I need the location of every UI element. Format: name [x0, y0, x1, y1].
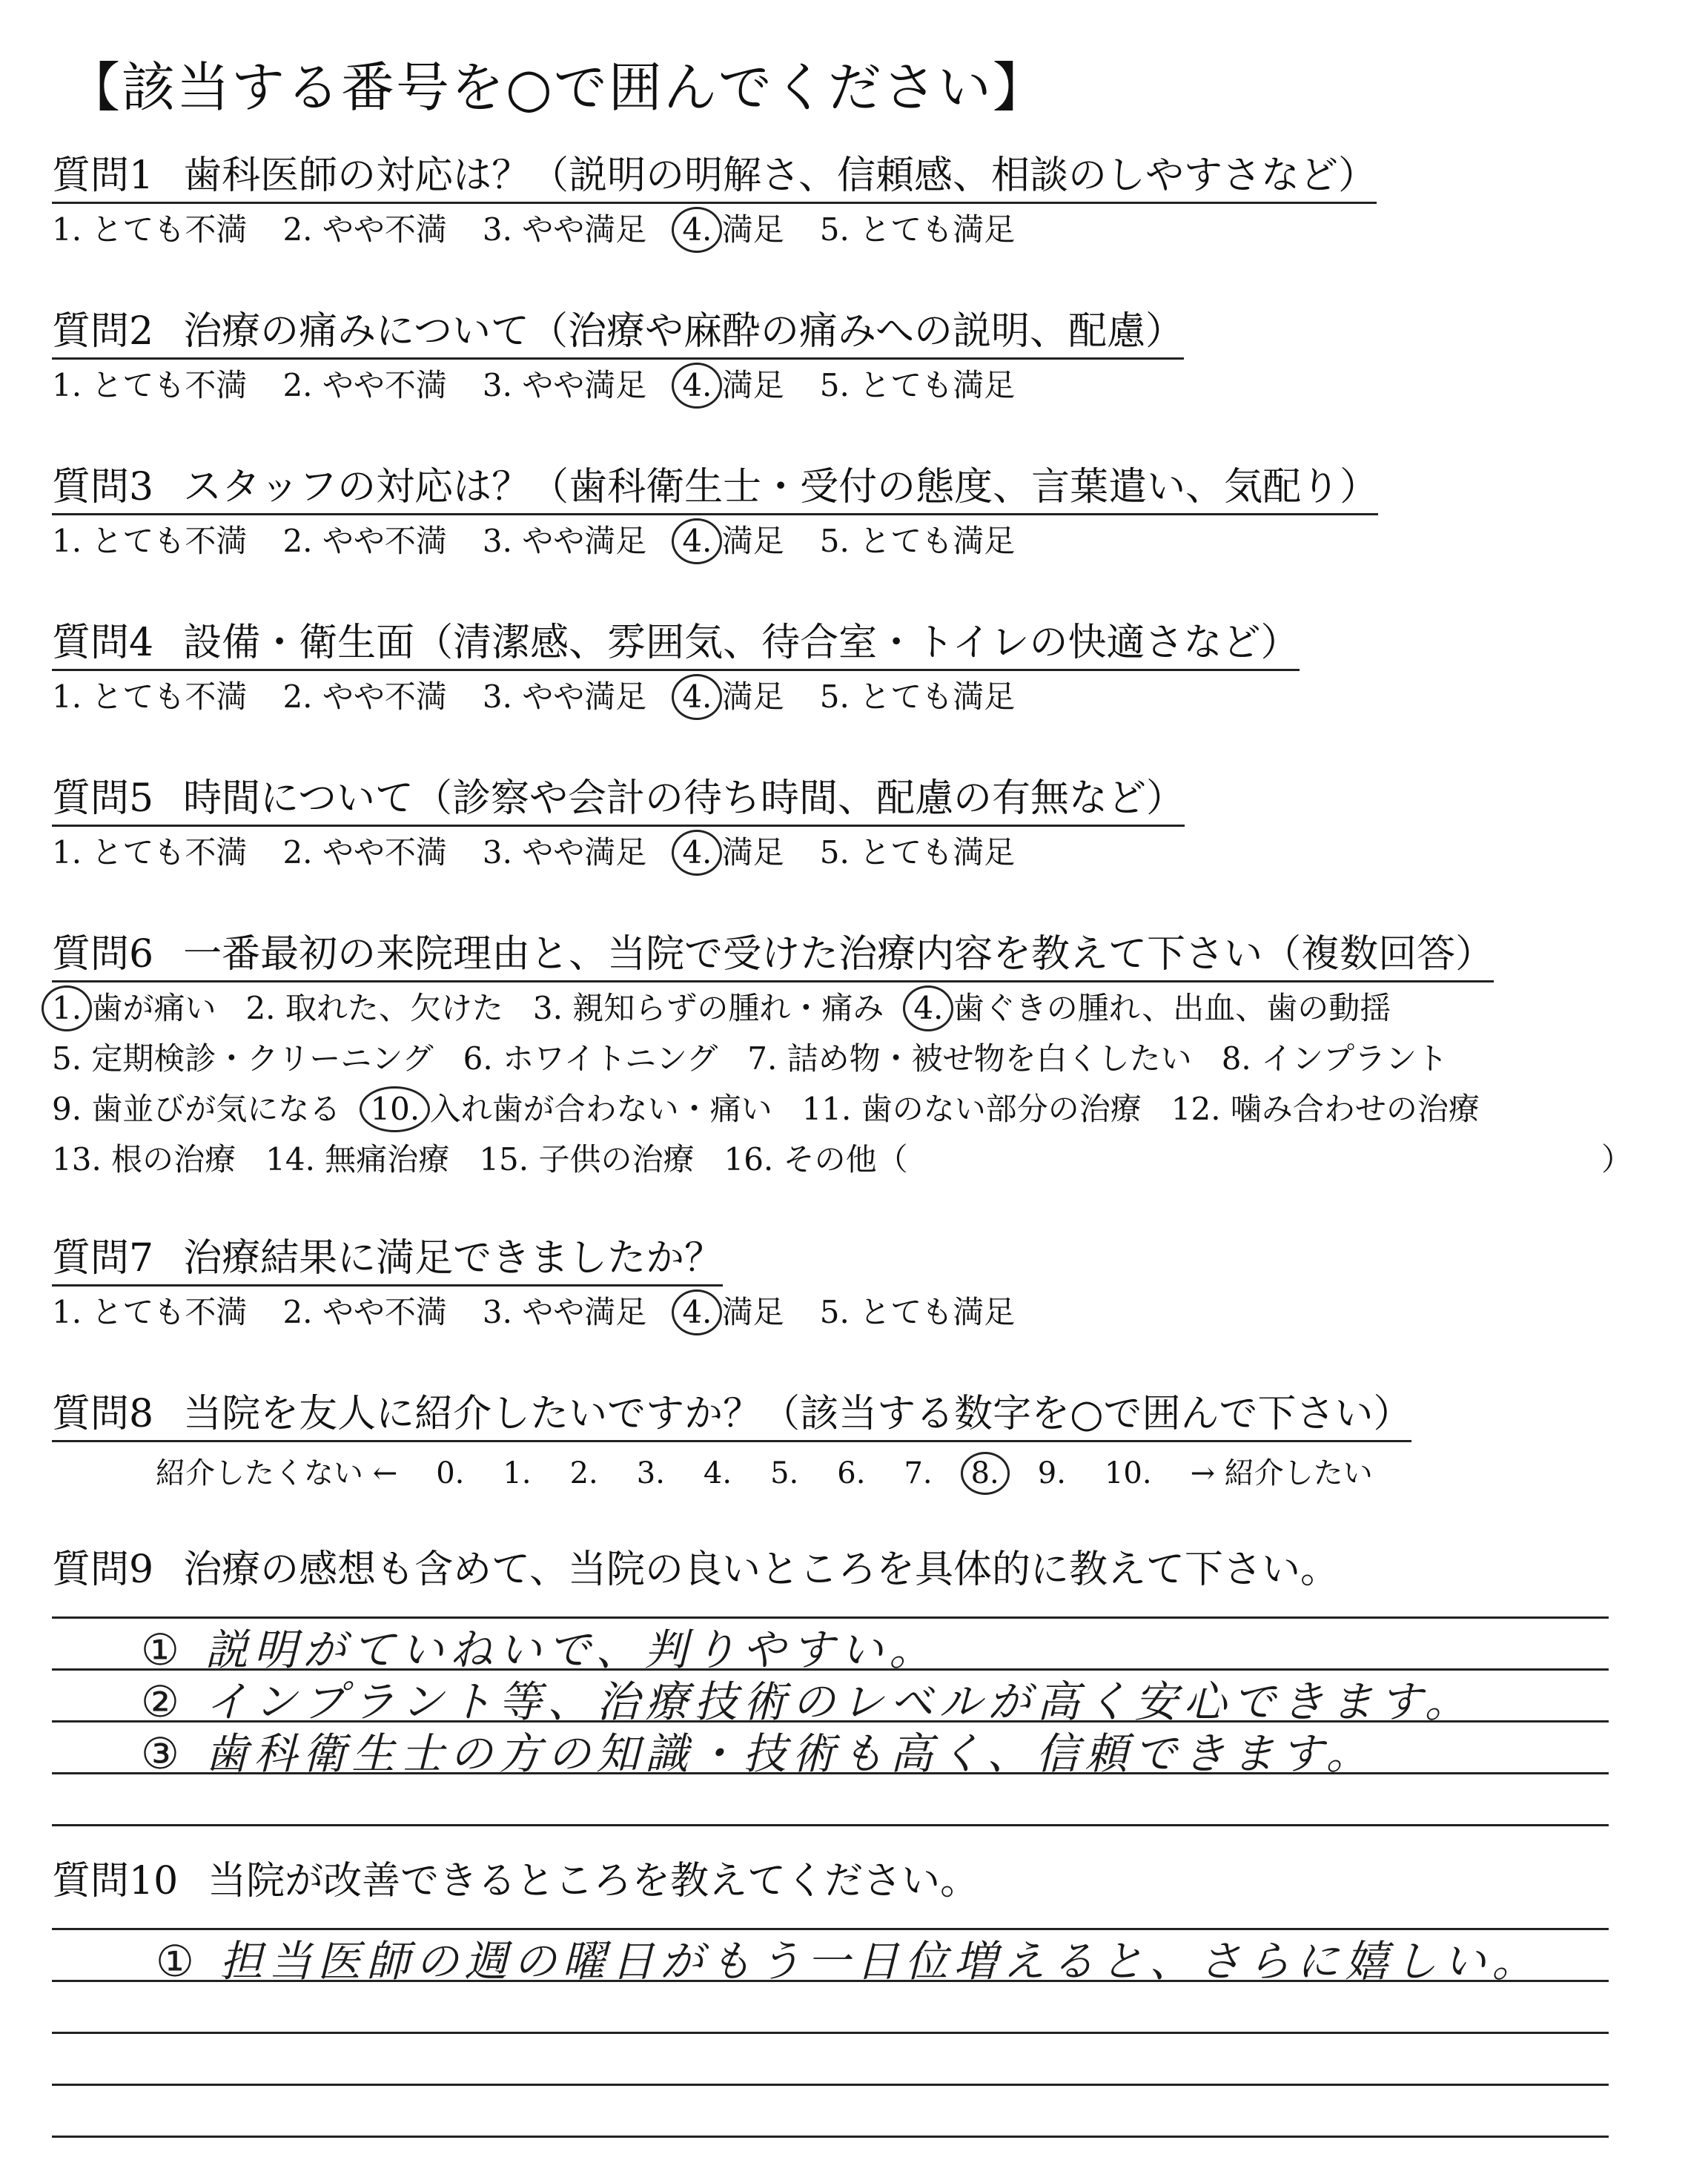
option-5[interactable]: 5. とても満足 [819, 1294, 1016, 1330]
q6-option-3[interactable]: 3. 親知らずの腫れ・痛み [532, 990, 884, 1026]
option-1[interactable]: 1. とても不満 [52, 523, 248, 559]
scale-0[interactable]: 0. [436, 1456, 465, 1490]
answer-options-q5: 1. とても不満 2. やや不満 3. やや満足 4. 満足 5. とても満足 [52, 834, 1016, 871]
answer-options-q7: 1. とても不満 2. やや不満 3. やや満足 4. 満足 5. とても満足 [52, 1294, 1016, 1330]
q6-option-7[interactable]: 7. 詰め物・被せ物を白くしたい [747, 1040, 1192, 1077]
option-5[interactable]: 5. とても満足 [819, 834, 1016, 871]
option-5[interactable]: 5. とても満足 [819, 678, 1016, 715]
q6-option-15[interactable]: 15. 子供の治療 [479, 1141, 695, 1178]
question-2: 質問2 治療の痛みについて（治療や麻酔の痛みへの説明、配慮） [52, 308, 1184, 360]
question-5: 質問5 時間について（診察や会計の待ち時間、配慮の有無など） [52, 775, 1185, 827]
scale-8-circled[interactable]: 8. [970, 1456, 999, 1490]
q6-option-9[interactable]: 9. 歯並びが気になる [52, 1091, 341, 1127]
option-1[interactable]: 1. とても不満 [52, 678, 248, 715]
option-3[interactable]: 3. やや満足 [482, 678, 647, 715]
option-4-circled[interactable]: 4. [682, 1294, 712, 1330]
q6-option-6[interactable]: 6. ホワイトニング [463, 1040, 718, 1077]
q6-options-row-1: 1. 歯が痛い 2. 取れた、欠けた 3. 親知らずの腫れ・痛み 4. 歯ぐきの腫れ、出血、歯の動揺 [52, 990, 1391, 1026]
answer-line [52, 2084, 1609, 2086]
option-2[interactable]: 2. やや不満 [282, 1294, 447, 1330]
option-2[interactable]: 2. やや不満 [282, 678, 447, 715]
option-1[interactable]: 1. とても不満 [52, 367, 248, 403]
q6-option-4-circled[interactable]: 4. [913, 990, 944, 1026]
scale-right-label: → 紹介したい [1190, 1456, 1373, 1490]
option-3[interactable]: 3. やや満足 [482, 367, 647, 403]
q6-options-row-4 [52, 1141, 1633, 1178]
scale-5[interactable]: 5. [770, 1456, 799, 1490]
option-4-circled[interactable]: 4. [682, 211, 712, 248]
answer-options-q1: 1. とても不満 2. やや不満 3. やや満足 4. 満足 5. とても満足 [52, 211, 1016, 248]
option-5[interactable]: 5. とても満足 [819, 211, 1016, 248]
q6-option-13[interactable]: 13. 根の治療 [52, 1141, 236, 1178]
scale-6[interactable]: 6. [837, 1456, 866, 1490]
question-1: 質問1 歯科医師の対応は？（説明の明解さ、信頼感、相談のしやすさなど） [52, 152, 1377, 204]
q9-handwritten-answer-1[interactable]: ① 説明がていねいで、判りやすい。 [141, 1625, 939, 1675]
answer-options-q2: 1. とても不満 2. やや不満 3. やや満足 4. 満足 5. とても満足 [52, 367, 1016, 403]
scale-2[interactable]: 2. [569, 1456, 598, 1490]
q6-options-row-2 [52, 1040, 1477, 1077]
option-3[interactable]: 3. やや満足 [482, 1294, 647, 1330]
q6-option-1-circled[interactable]: 1. [52, 990, 82, 1026]
q6-option-11[interactable]: 11. 歯のない部分の治療 [801, 1091, 1142, 1127]
q8-recommend-scale [156, 1450, 1411, 1492]
option-4-circled[interactable]: 4. [682, 367, 712, 403]
question-4: 質問4 設備・衛生面（清潔感、雰囲気、待合室・トイレの快適さなど） [52, 619, 1300, 671]
option-3[interactable]: 3. やや満足 [482, 523, 647, 559]
question-8: 質問8 当院を友人に紹介したいですか？（該当する数字を○で囲んで下さい） [52, 1390, 1411, 1442]
q6-option-5[interactable]: 5. 定期検診・クリーニング [52, 1040, 434, 1077]
option-1[interactable]: 1. とても不満 [52, 211, 248, 248]
option-5[interactable]: 5. とても満足 [819, 523, 1016, 559]
question-7: 質問7 治療結果に満足できましたか？ [52, 1235, 723, 1287]
option-4-circled[interactable]: 4. [682, 523, 712, 559]
q6-option-2[interactable]: 2. 取れた、欠けた [245, 990, 503, 1026]
scale-3[interactable]: 3. [636, 1456, 665, 1490]
scale-9[interactable]: 9. [1037, 1456, 1066, 1490]
scale-10[interactable]: 10. [1104, 1456, 1152, 1490]
answer-options-q4: 1. とても不満 2. やや不満 3. やや満足 4. 満足 5. とても満足 [52, 678, 1016, 715]
q6-option-16-close-paren: ） [1601, 1141, 1633, 1178]
q6-option-16[interactable]: 16. その他（ [724, 1141, 908, 1178]
answer-line [52, 1824, 1609, 1826]
option-1[interactable]: 1. とても不満 [52, 834, 248, 871]
answer-options-q3: 1. とても不満 2. やや不満 3. やや満足 4. 満足 5. とても満足 [52, 523, 1016, 559]
q9-handwritten-answer-3[interactable]: ③ 歯科衛生士の方の知識・技術も高く、信頼できます。 [141, 1728, 1375, 1779]
answer-line [52, 2032, 1609, 2034]
question-10: 質問10 当院が改善できるところを教えてください。 [52, 1859, 979, 1903]
option-4-circled[interactable]: 4. [682, 678, 712, 715]
q10-handwritten-answer-1[interactable]: ① 担当医師の週の曜日がもう一日位増えると、さらに嬉しい。 [156, 1936, 1541, 1986]
option-5[interactable]: 5. とても満足 [819, 367, 1016, 403]
scale-left-label: 紹介したくない ← [156, 1456, 398, 1490]
option-4-circled[interactable]: 4. [682, 834, 712, 871]
scale-1[interactable]: 1. [503, 1456, 532, 1490]
option-1[interactable]: 1. とても不満 [52, 1294, 248, 1330]
question-3: 質問3 スタッフの対応は？（歯科衛生士・受付の態度、言葉遣い、気配り） [52, 463, 1378, 515]
option-2[interactable]: 2. やや不満 [282, 834, 447, 871]
page-title: 【該当する番号を○で囲んでください】 [67, 56, 1047, 119]
option-3[interactable]: 3. やや満足 [482, 211, 647, 248]
option-2[interactable]: 2. やや不満 [282, 523, 447, 559]
q6-option-12[interactable]: 12. 噛み合わせの治療 [1171, 1091, 1480, 1127]
q9-handwritten-answer-2[interactable]: ② インプラント等、治療技術のレベルが高く安心できます。 [141, 1677, 1474, 1727]
question-6: 質問6 一番最初の来院理由と、当院で受けた治療内容を教えて下さい（複数回答） [52, 931, 1494, 982]
scale-7[interactable]: 7. [904, 1456, 933, 1490]
q6-options-row-3: 9. 歯並びが気になる 10. 入れ歯が合わない・痛い 11. 歯のない部分の治療 12. 噛み合わせの治療 [52, 1091, 1480, 1127]
option-2[interactable]: 2. やや不満 [282, 211, 447, 248]
scale-4[interactable]: 4. [703, 1456, 732, 1490]
question-9: 質問9 治療の感想も含めて、当院の良いところを具体的に教えて下さい。 [52, 1548, 1340, 1592]
q6-option-8[interactable]: 8. インプラント [1221, 1040, 1449, 1077]
q6-option-14[interactable]: 14. 無痛治療 [265, 1141, 450, 1178]
option-2[interactable]: 2. やや不満 [282, 367, 447, 403]
q6-option-10-circled[interactable]: 10. [370, 1091, 420, 1127]
option-3[interactable]: 3. やや満足 [482, 834, 647, 871]
answer-line [52, 2136, 1609, 2138]
